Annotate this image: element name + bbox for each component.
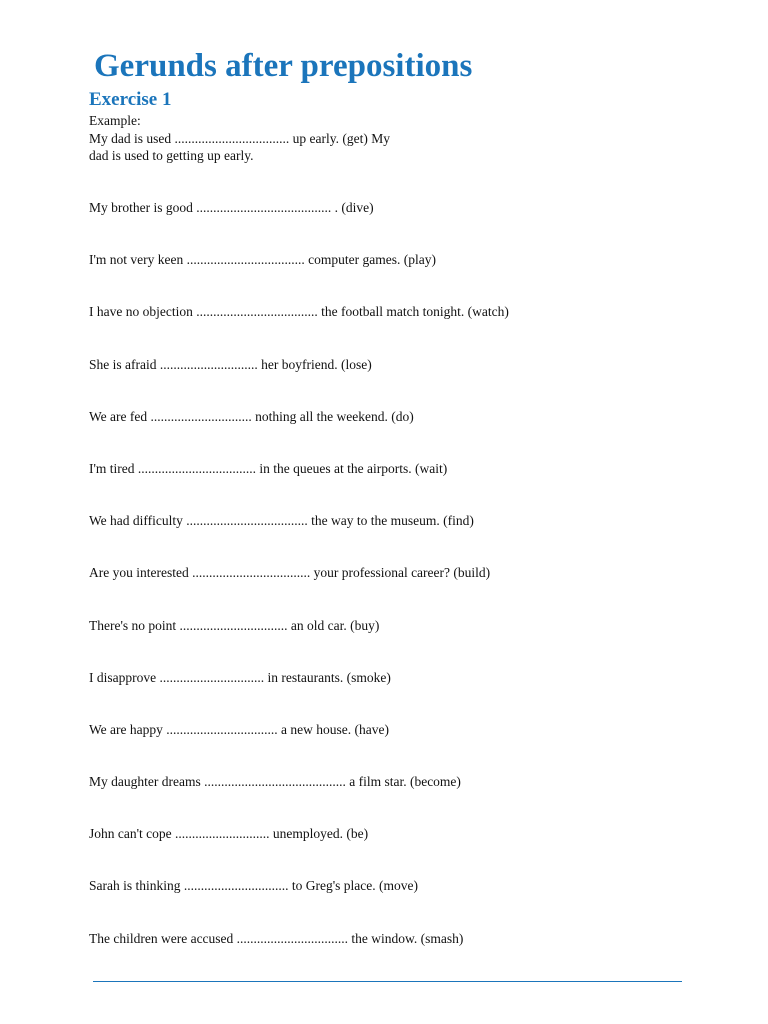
exercise-sentence: She is afraid ............................. her boyfriend. (lose) [89, 356, 372, 372]
exercise-sentence: My brother is good ........................................ . (dive) [89, 200, 374, 215]
exercise-sentence: John can't cope ............................ unemployed. (be) [89, 826, 369, 842]
exercise-sentence: We are fed .............................. nothing all the weekend. (do) [89, 408, 414, 424]
exercise-sentence: Are you interested ................................... your professional career? (build) [89, 565, 491, 581]
exercise-sentence: The children were accused ................................. the window. (smash) [89, 930, 464, 946]
example-sentence-line-1: My dad is used .................................. up early. (get) My [89, 130, 390, 146]
exercise-sentence: We are happy ................................. a new house. (have) [89, 721, 389, 737]
exercise-sentence-list [89, 199, 509, 982]
exercise-sentence: My daughter dreams .......................................... a film star. (become) [89, 774, 461, 790]
exercise-sentence: I'm not very keen ................................... computer games. (play) [89, 252, 436, 268]
exercise-sentence: I have no objection .................................... the football match tonight. (watch) [89, 304, 509, 320]
exercise-sentence: We had difficulty .................................... the way to the museum. (find) [89, 513, 474, 529]
example-block [89, 112, 449, 165]
example-sentence-line-2: dad is used to getting up early. [89, 148, 254, 163]
exercise-sentence: There's no point ................................ an old car. (buy) [89, 617, 380, 633]
exercise-sentence: Sarah is thinking ............................... to Greg's place. (move) [89, 878, 419, 894]
footer-divider [93, 981, 682, 982]
exercise-sentence: I'm tired ................................... in the queues at the airports. (wait) [89, 460, 448, 476]
exercise-sentence: I disapprove ............................... in restaurants. (smoke) [89, 669, 391, 685]
example-label: Example: [89, 113, 141, 128]
exercise-heading: Exercise 1 [89, 89, 172, 110]
page-title: Gerunds after prepositions [94, 48, 473, 84]
